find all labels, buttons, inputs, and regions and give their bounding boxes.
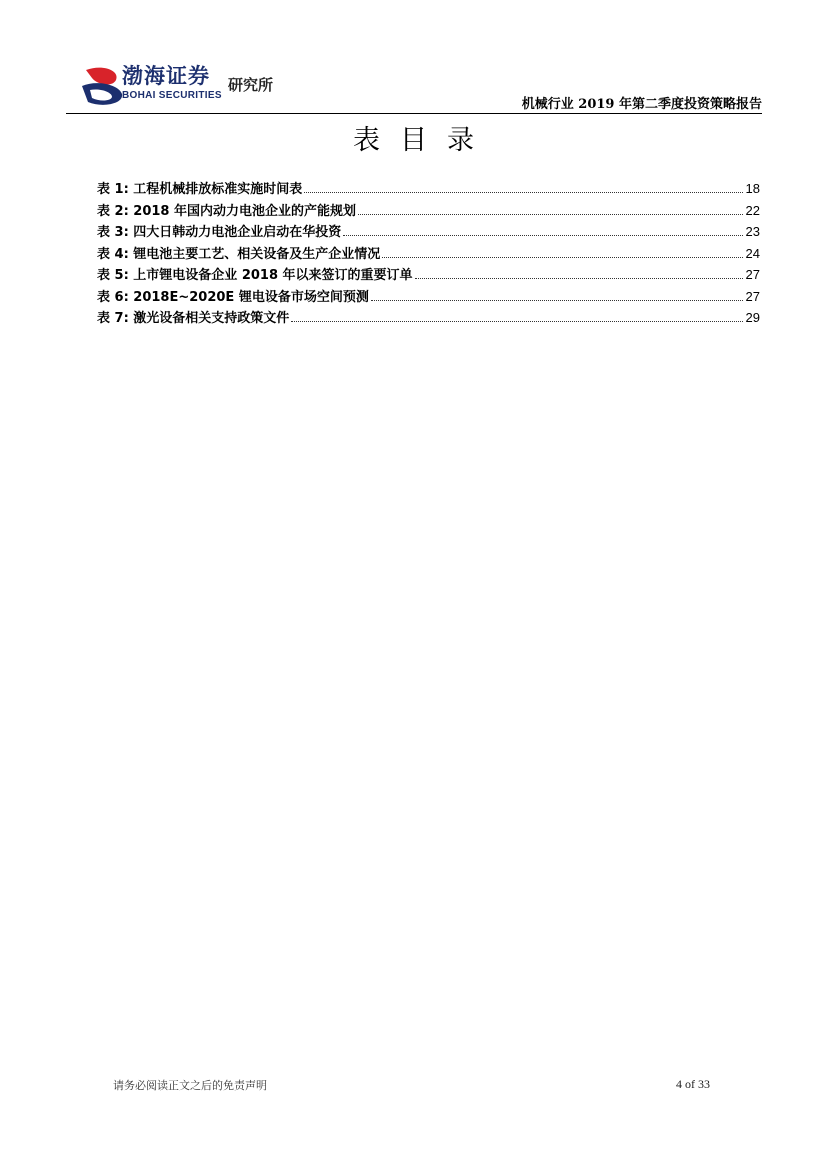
toc-item-page: 23 bbox=[745, 224, 760, 239]
toc-item-label: 表 7: 激光设备相关支持政策文件 bbox=[97, 311, 290, 326]
toc-item[interactable] bbox=[97, 178, 760, 200]
toc-leader-dots bbox=[291, 320, 742, 322]
brand-name-cn: 渤海证券 bbox=[122, 63, 210, 88]
toc-item-label: 表 3: 四大日韩动力电池企业启动在华投资 bbox=[97, 225, 342, 240]
toc-item-label: 表 2: 2018 年国内动力电池企业的产能规划 bbox=[97, 203, 357, 219]
toc-item-page: 27 bbox=[745, 288, 760, 304]
toc-leader-dots bbox=[415, 277, 743, 279]
toc-item-page: 18 bbox=[745, 181, 760, 196]
institute-label: 研究所 bbox=[228, 76, 274, 94]
page-title: 表目录 bbox=[353, 125, 494, 156]
toc-item-page: 29 bbox=[745, 310, 760, 325]
toc-item[interactable] bbox=[97, 264, 760, 286]
toc-item-label: 表 4: 锂电池主要工艺、相关设备及生产企业情况 bbox=[97, 246, 381, 262]
toc-item-page: 24 bbox=[745, 245, 760, 261]
report-title: 机械行业 2019 年第二季度投资策略报告 bbox=[521, 97, 762, 112]
bohai-logo-icon bbox=[78, 64, 126, 108]
toc-leader-dots bbox=[343, 234, 742, 236]
toc-item-page: 27 bbox=[745, 267, 760, 282]
disclaimer-note: 请务必阅读正文之后的免责声明 bbox=[113, 1079, 267, 1092]
toc-item[interactable] bbox=[97, 307, 760, 329]
toc-item[interactable] bbox=[97, 243, 760, 265]
toc-item-label: 表 5: 上市锂电设备企业 2018 年以来签订的重要订单 bbox=[97, 268, 413, 283]
toc-leader-dots bbox=[371, 299, 743, 301]
header-divider bbox=[66, 113, 762, 114]
page-header bbox=[66, 60, 762, 114]
toc-item[interactable] bbox=[97, 221, 760, 243]
toc-item[interactable] bbox=[97, 286, 760, 308]
toc-leader-dots bbox=[382, 256, 742, 258]
toc-leader-dots bbox=[304, 191, 742, 193]
toc-item-label: 表 1: 工程机械排放标准实施时间表 bbox=[97, 182, 303, 197]
toc-leader-dots bbox=[358, 213, 743, 215]
page-number: 4 of 33 bbox=[676, 1077, 710, 1091]
table-of-tables bbox=[97, 178, 760, 329]
toc-item[interactable] bbox=[97, 200, 760, 222]
toc-item-page: 22 bbox=[745, 202, 760, 218]
toc-item-label: 表 6: 2018E~2020E 锂电设备市场空间预测 bbox=[97, 289, 369, 305]
brand-name-en: BOHAI SECURITIES bbox=[122, 90, 222, 101]
